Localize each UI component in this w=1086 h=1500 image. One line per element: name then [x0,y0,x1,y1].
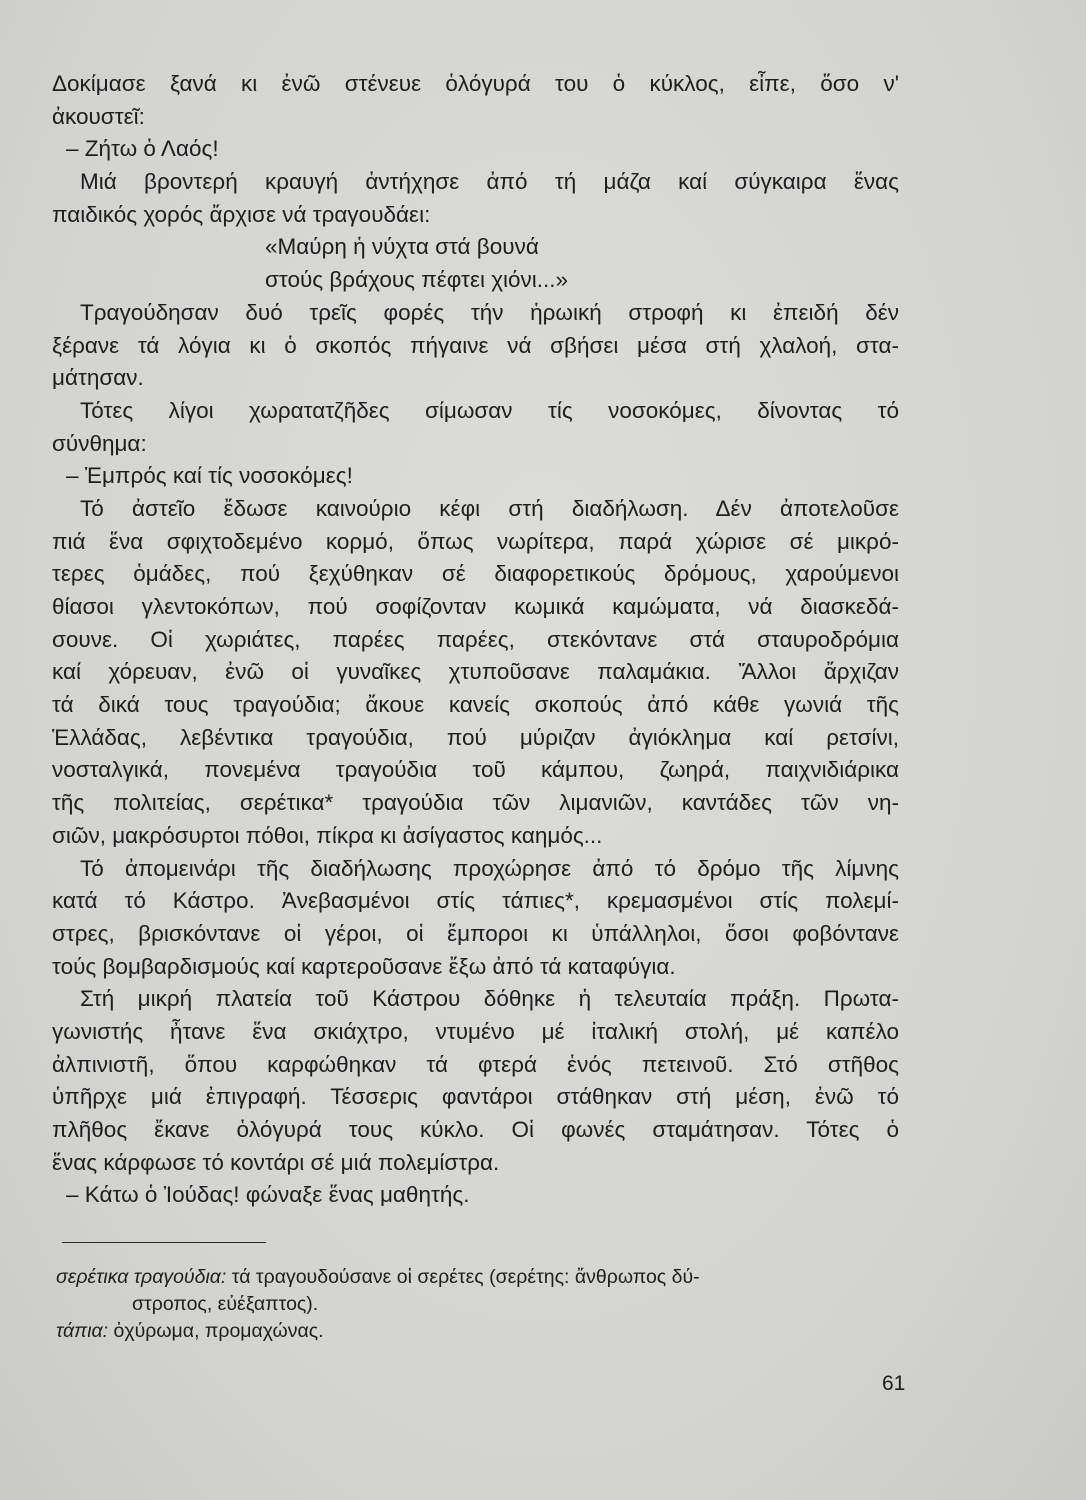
footnote [56,1318,902,1345]
body-text [52,68,899,1212]
text-line: ὑπῆρχε μιά ἐπιγραφή. Τέσσερις φαντάροι στάθηκαν στή μέση, ἐνῶ τό [52,1084,899,1110]
footnote [56,1264,902,1318]
text-line: τῆς πολιτείας, σερέτικα* τραγούδια τῶν λιμανιῶν, καντάδες τῶν νη- [52,790,899,816]
text-line: πιά ἕνα σφιχτοδεμένο κορμό, ὅπως νωρίτερα, παρά χώρισε σέ μικρό- [52,528,899,554]
text-line: στούς βράχους πέφτει χιόνι...» [265,267,569,293]
text-line: Τό ἀπομεινάρι τῆς διαδήλωσης προχώρησε ἀπό τό δρόμο τῆς λίμνης [80,855,899,881]
text-line: σύνθημα: [52,430,147,456]
text-line: τά δικά τους τραγούδια; ἄκουε κανείς σκοπούς ἀπό κάθε γωνιά τῆς [52,692,899,718]
text-line: παιδικός χορός ἄρχισε νά τραγουδάει: [52,201,431,227]
footnote-term: σερέτικα τραγούδια: [56,1266,227,1288]
text-line: «Μαύρη ἡ νύχτα στά βουνά [265,234,539,260]
text-line: τερες ὁμάδες, πού ξεχύθηκαν σέ διαφορετικούς δρόμους, χαρούμενοι [52,561,899,587]
footnote-continuation: στροπος, εὐέξαπτος). [132,1293,319,1315]
text-line: μάτησαν. [52,365,144,391]
footnote-divider [62,1242,266,1243]
footnote-text: ὀχύρωμα, προμαχώνας. [108,1320,324,1342]
text-line: στρες, βρισκόντανε οἱ γέροι, οἱ ἔμποροι κι ὑπάλληλοι, ὅσοι φοβόντανε [52,920,899,946]
text-line: ἕνας κάρφωσε τό κοντάρι σέ μιά πολεμίστρα. [52,1149,500,1175]
text-line: γωνιστής ἦτανε ἕνα σκιάχτρο, ντυμένο μέ ἰταλική στολή, μέ καπέλο [52,1018,899,1044]
text-line: Μιά βροντερή κραυγή ἀντήχησε ἀπό τή μάζα καί σύγκαιρα ἕνας [80,169,899,195]
text-line: – Κάτω ὁ Ἰούδας! φώναξε ἕνας μαθητής. [66,1182,470,1208]
text-line: Τό ἀστεῖο ἔδωσε καινούριο κέφι στή διαδήλωση. Δέν ἀποτελοῦσε [80,495,899,521]
text-line: Ἑλλάδας, λεβέντικα τραγούδια, πού μύριζαν ἀγιόκλημα καί ρετσίνι, [52,724,899,750]
text-line: σουνε. Οἱ χωριάτες, παρέες παρέες, στεκόντανε στά σταυροδρόμια [52,626,899,652]
text-line: ἀλπινιστῆ, ὅπου καρφώθηκαν τά φτερά ἑνός πετεινοῦ. Στό στῆθος [52,1051,899,1077]
text-line: κατά τό Κάστρο. Ἀνεβασμένοι στίς τάπιες*, κρεμασμένοι στίς πολεμί- [52,888,899,914]
text-line: νοσταλγικά, πονεμένα τραγούδια τοῦ κάμπου, ζωηρά, παιχνιδιάρικα [52,757,899,783]
footnote-term: τάπια: [56,1320,109,1342]
text-line: – Ζήτω ὁ Λαός! [66,136,219,162]
text-line: τούς βομβαρδισμούς καί καρτεροῦσανε ἔξω ἀπό τά καταφύγια. [52,953,676,979]
text-line: θίασοι γλεντοκόπων, πού σοφίζονταν κωμικά καμώματα, νά διασκεδά- [52,594,899,619]
text-line: σιῶν, μακρόσυρτοι πόθοι, πίκρα κι ἀσίγαστος καημός... [52,822,603,848]
text-line: πλῆθος ἔκανε ὁλόγυρά τους κύκλο. Οἱ φωνές σταμάτησαν. Τότες ὁ [52,1117,899,1142]
footnote-text: τά τραγουδούσανε οἱ σερέτες (σερέτης: ἄνθρωπος δύ- [226,1266,700,1288]
page-number: 61 [882,1372,906,1395]
text-line: ἀκουστεῖ: [52,103,145,129]
footnotes [56,1264,902,1345]
text-line: ξέρανε τά λόγια κι ὁ σκοπός πήγαινε νά σβήσει μέσα στή χλαλοή, στα- [52,332,899,358]
text-line: Τότες λίγοι χωρατατζῆδες σίμωσαν τίς νοσοκόμες, δίνοντας τό [80,397,899,423]
text-line: Στή μικρή πλατεία τοῦ Κάστρου δόθηκε ἡ τελευταία πράξη. Πρωτα- [80,986,899,1012]
text-line: καί χόρευαν, ἐνῶ οἱ γυναῖκες χτυποῦσανε παλαμάκια. Ἄλλοι ἄρχιζαν [52,659,899,685]
text-line: Τραγούδησαν δυό τρεῖς φορές τήν ἡρωική στροφή κι ἐπειδή δέν [80,299,899,325]
text-line: Δοκίμασε ξανά κι ἐνῶ στένευε ὁλόγυρά του ὁ κύκλος, εἶπε, ὅσο ν' [52,71,899,96]
text-line: – Ἐμπρός καί τίς νοσοκόμες! [66,463,353,489]
